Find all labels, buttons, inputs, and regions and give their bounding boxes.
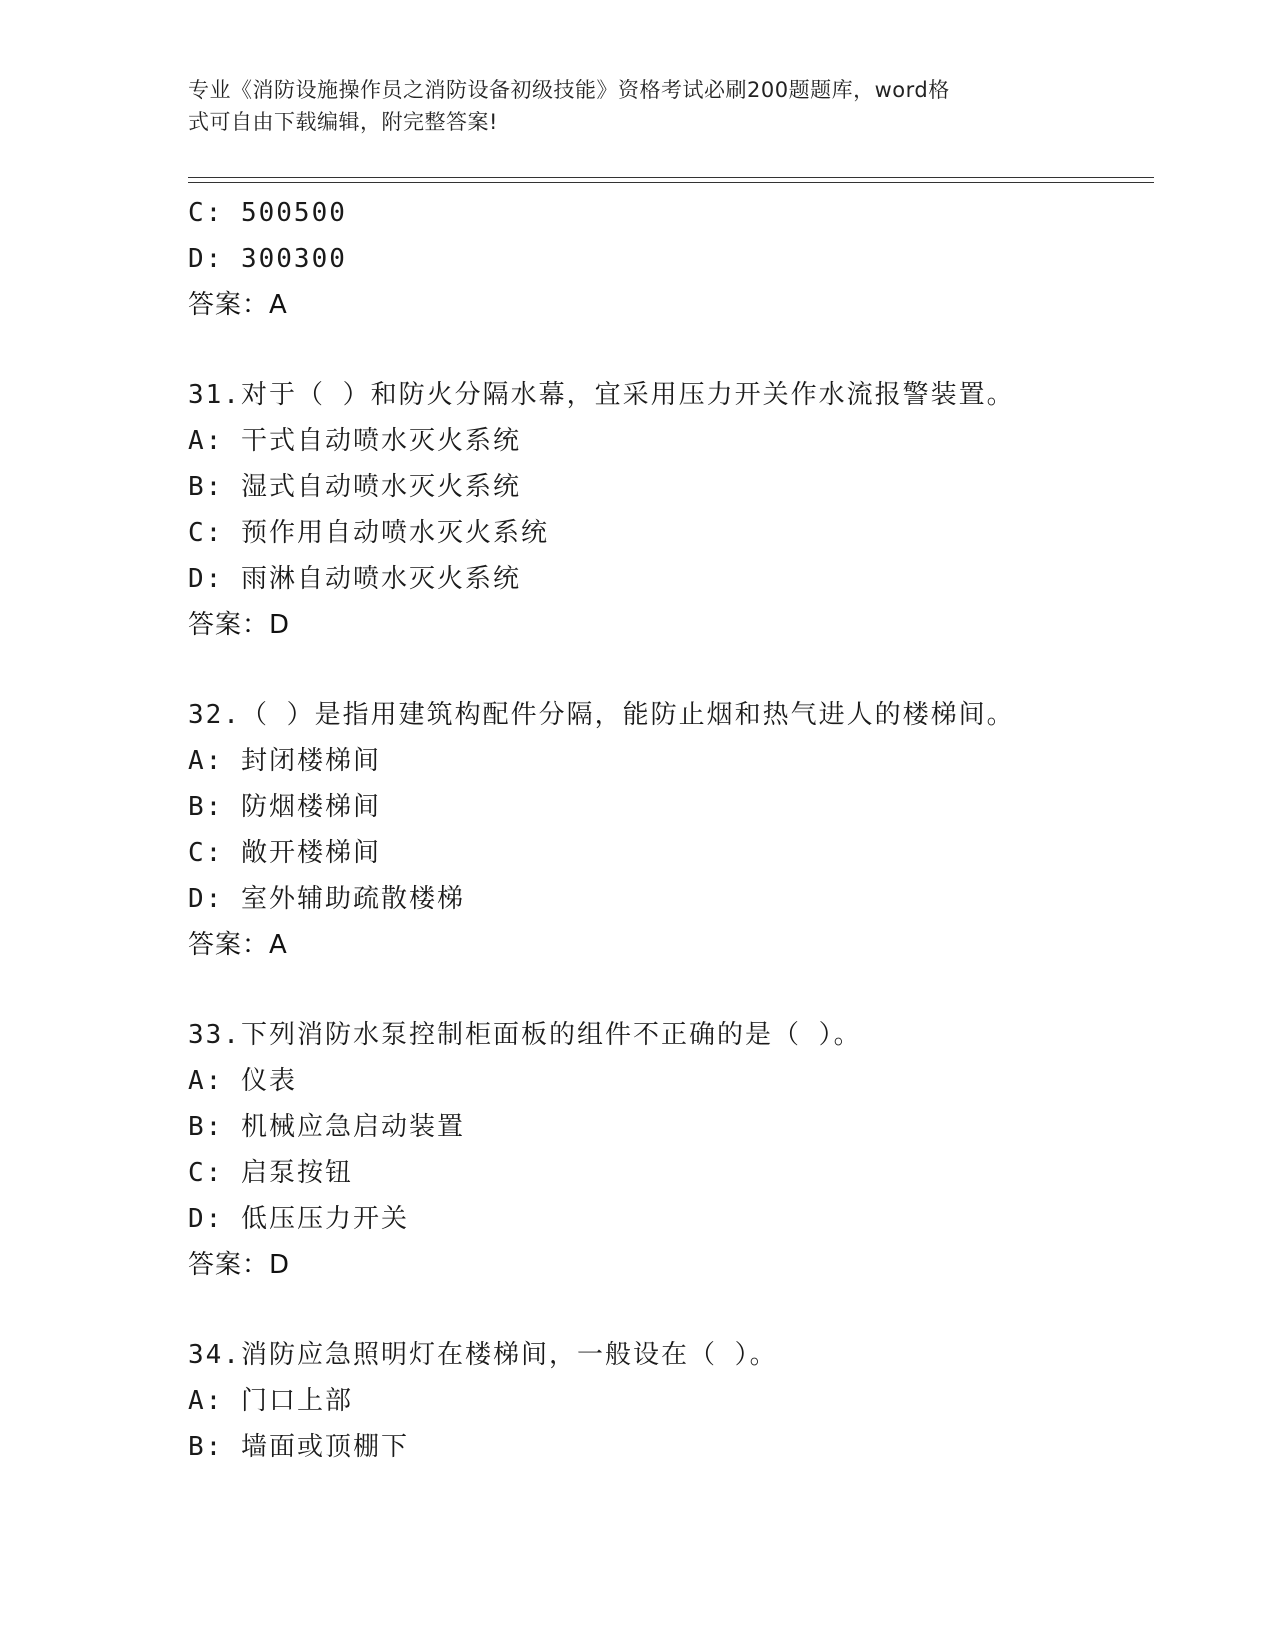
question-list — [188, 190, 1154, 1470]
document-header — [188, 74, 1088, 138]
header-line-2: 式可自由下载编辑，附完整答案! — [188, 110, 498, 134]
option-a: A: 干式自动喷水灭火系统 — [188, 426, 521, 456]
prev-option-d: D: 300300 — [188, 244, 347, 274]
prev-answer: 答案：A — [188, 290, 288, 320]
option-b: B: 湿式自动喷水灭火系统 — [188, 472, 521, 502]
answer: 答案：D — [188, 610, 291, 640]
question-stem: 32.（ ）是指用建筑构配件分隔，能防止烟和热气进人的楼梯间。 — [188, 700, 1015, 730]
option-b: B: 防烟楼梯间 — [188, 792, 381, 822]
option-b: B: 机械应急启动装置 — [188, 1112, 465, 1142]
answer: 答案：D — [188, 1250, 291, 1280]
option-c: C: 预作用自动喷水灭火系统 — [188, 518, 549, 548]
answer: 答案：A — [188, 930, 288, 960]
option-a: A: 门口上部 — [188, 1386, 353, 1416]
option-c: C: 启泵按钮 — [188, 1158, 353, 1188]
question-stem: 34.消防应急照明灯在楼梯间，一般设在（ ）。 — [188, 1340, 778, 1370]
header-divider-bottom — [188, 182, 1154, 183]
option-d: D: 低压压力开关 — [188, 1204, 409, 1234]
option-d: D: 室外辅助疏散楼梯 — [188, 884, 465, 914]
option-a: A: 仪表 — [188, 1066, 297, 1096]
option-c: C: 敞开楼梯间 — [188, 838, 381, 868]
question-34 — [188, 1332, 1154, 1470]
question-33 — [188, 1012, 1154, 1288]
question-stem: 33.下列消防水泵控制柜面板的组件不正确的是（ ）。 — [188, 1020, 862, 1050]
option-d: D: 雨淋自动喷水灭火系统 — [188, 564, 521, 594]
question-stem: 31.对于（ ）和防火分隔水幕，宜采用压力开关作水流报警装置。 — [188, 380, 1015, 410]
header-divider-top — [188, 177, 1154, 178]
option-a: A: 封闭楼梯间 — [188, 746, 381, 776]
prev-option-c: C: 500500 — [188, 198, 347, 228]
header-line-1: 专业《消防设施操作员之消防设备初级技能》资格考试必刷200题题库，word格 — [188, 78, 950, 102]
question-31 — [188, 372, 1154, 648]
option-b: B: 墙面或顶棚下 — [188, 1432, 409, 1462]
question-32 — [188, 692, 1154, 968]
